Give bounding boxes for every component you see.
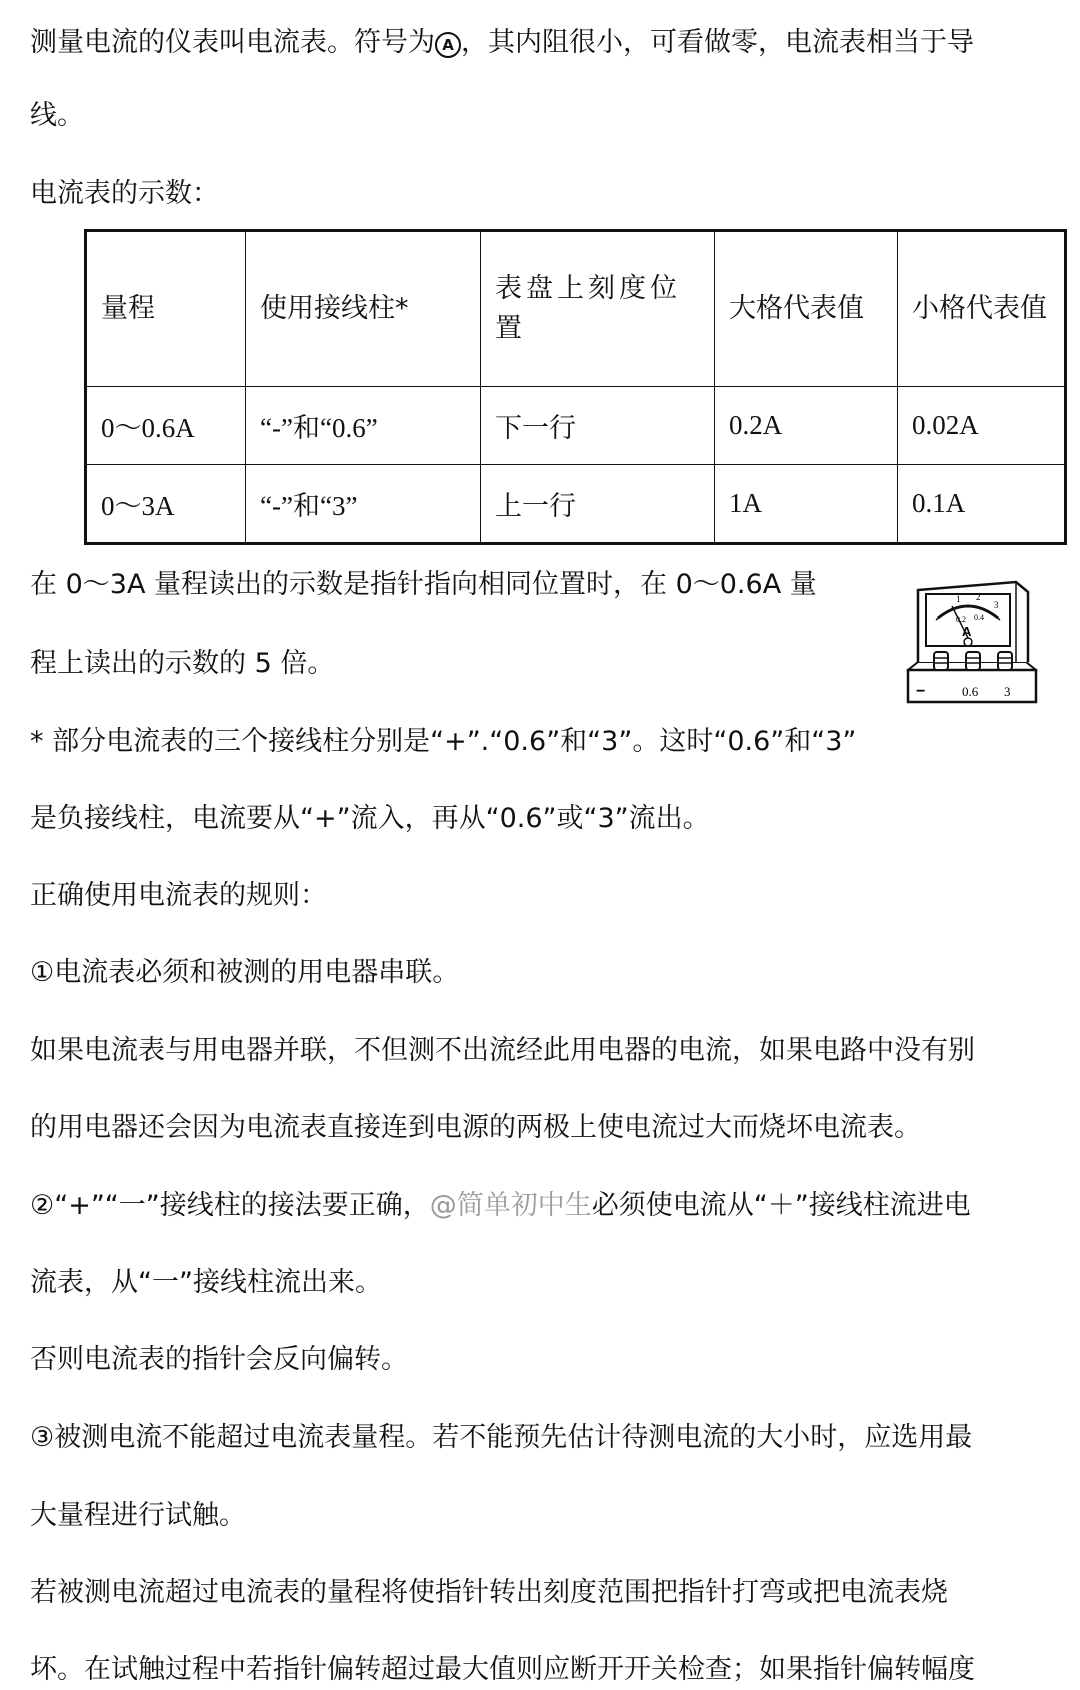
cell-terminals: “-”和“3” xyxy=(246,465,481,544)
header-minor-division: 小格代表值 xyxy=(898,231,1066,387)
table-heading: 电流表的示数： xyxy=(30,178,219,209)
rule-1-detail-line-2: 的用电器还会因为电流表直接连到电源的两极上使电流过大而烧坏电流表。 xyxy=(30,1112,921,1143)
scale-top-3: 3 xyxy=(994,600,999,610)
rule-2: ②“+”“一”接线柱的接法要正确，@简单初中生必须使电流从“＋”接线柱流进电 xyxy=(30,1190,971,1221)
scale-top-1: 1 xyxy=(956,594,961,604)
rule-3-line-2: 大量程进行试触。 xyxy=(30,1500,246,1531)
rule-1: ①电流表必须和被测的用电器串联。 xyxy=(30,957,460,988)
rule-3-line-4: 坏。在试触过程中若指针偏转超过最大值则应断开开关检查；如果指针偏转幅度 xyxy=(30,1654,975,1685)
intro-line-2: 线。 xyxy=(30,100,84,131)
cell-scale-position: 上一行 xyxy=(481,465,715,544)
table-row xyxy=(86,387,1066,465)
ammeter-reading-table xyxy=(84,229,1067,545)
rule-1-detail-line-1: 如果电流表与用电器并联，不但测不出流经此用电器的电流，如果电路中没有别 xyxy=(30,1035,975,1066)
scale-top-2: 2 xyxy=(976,592,981,602)
ammeter-symbol-icon: A xyxy=(435,32,461,58)
terminal-negative: − xyxy=(916,683,926,700)
rule-2-line-3: 否则电流表的指针会反向偏转。 xyxy=(30,1344,408,1375)
range-relation-line-2: 程上读出的示数的 5 倍。 xyxy=(30,648,335,679)
intro-line-1: 测量电流的仪表叫电流表。符号为 A ，其内阻很小，可看做零，电流表相当于导 xyxy=(30,27,974,58)
scale-bottom-2: 0.4 xyxy=(974,613,984,622)
rule-2-line-2: 流表，从“一”接线柱流出来。 xyxy=(30,1267,382,1298)
dial-letter: A xyxy=(962,624,972,639)
cell-scale-position: 下一行 xyxy=(481,387,715,465)
cell-terminals: “-”和“0.6” xyxy=(246,387,481,465)
header-major-division: 大格代表值 xyxy=(715,231,898,387)
cell-range: 0～0.6A xyxy=(86,387,246,465)
scale-bottom-1: 0.2 xyxy=(956,615,966,624)
ammeter-illustration xyxy=(904,578,1040,708)
rules-title: 正确使用电流表的规则： xyxy=(30,880,327,911)
cell-minor-division: 0.02A xyxy=(898,387,1066,465)
rule-3: ③被测电流不能超过电流表量程。若不能预先估计待测电流的大小时，应选用最 xyxy=(30,1422,973,1453)
table-header-row xyxy=(86,231,1066,387)
cell-minor-division: 0.1A xyxy=(898,465,1066,544)
table-row xyxy=(86,465,1066,544)
header-range: 量程 xyxy=(86,231,246,387)
terminal-0-6: 0.6 xyxy=(962,684,979,699)
terminal-3: 3 xyxy=(1004,684,1011,699)
header-terminals: 使用接线柱* xyxy=(246,231,481,387)
cell-major-division: 1A xyxy=(715,465,898,544)
terminal-note-line-1: * 部分电流表的三个接线柱分别是“+”.“0.6”和“3”。这时“0.6”和“3” xyxy=(30,726,857,757)
watermark: @简单初中生 xyxy=(429,1190,592,1221)
header-scale-position: 表盘上刻度位置 xyxy=(481,231,715,387)
rule-3-line-3: 若被测电流超过电流表的量程将使指针转出刻度范围把指针打弯或把电流表烧 xyxy=(30,1577,948,1608)
terminal-note-line-2: 是负接线柱，电流要从“+”流入，再从“0.6”或“3”流出。 xyxy=(30,803,710,834)
range-relation-line-1: 在 0～3A 量程读出的示数是指针指向相同位置时，在 0～0.6A 量 xyxy=(30,569,817,600)
cell-range: 0～3A xyxy=(86,465,246,544)
cell-major-division: 0.2A xyxy=(715,387,898,465)
